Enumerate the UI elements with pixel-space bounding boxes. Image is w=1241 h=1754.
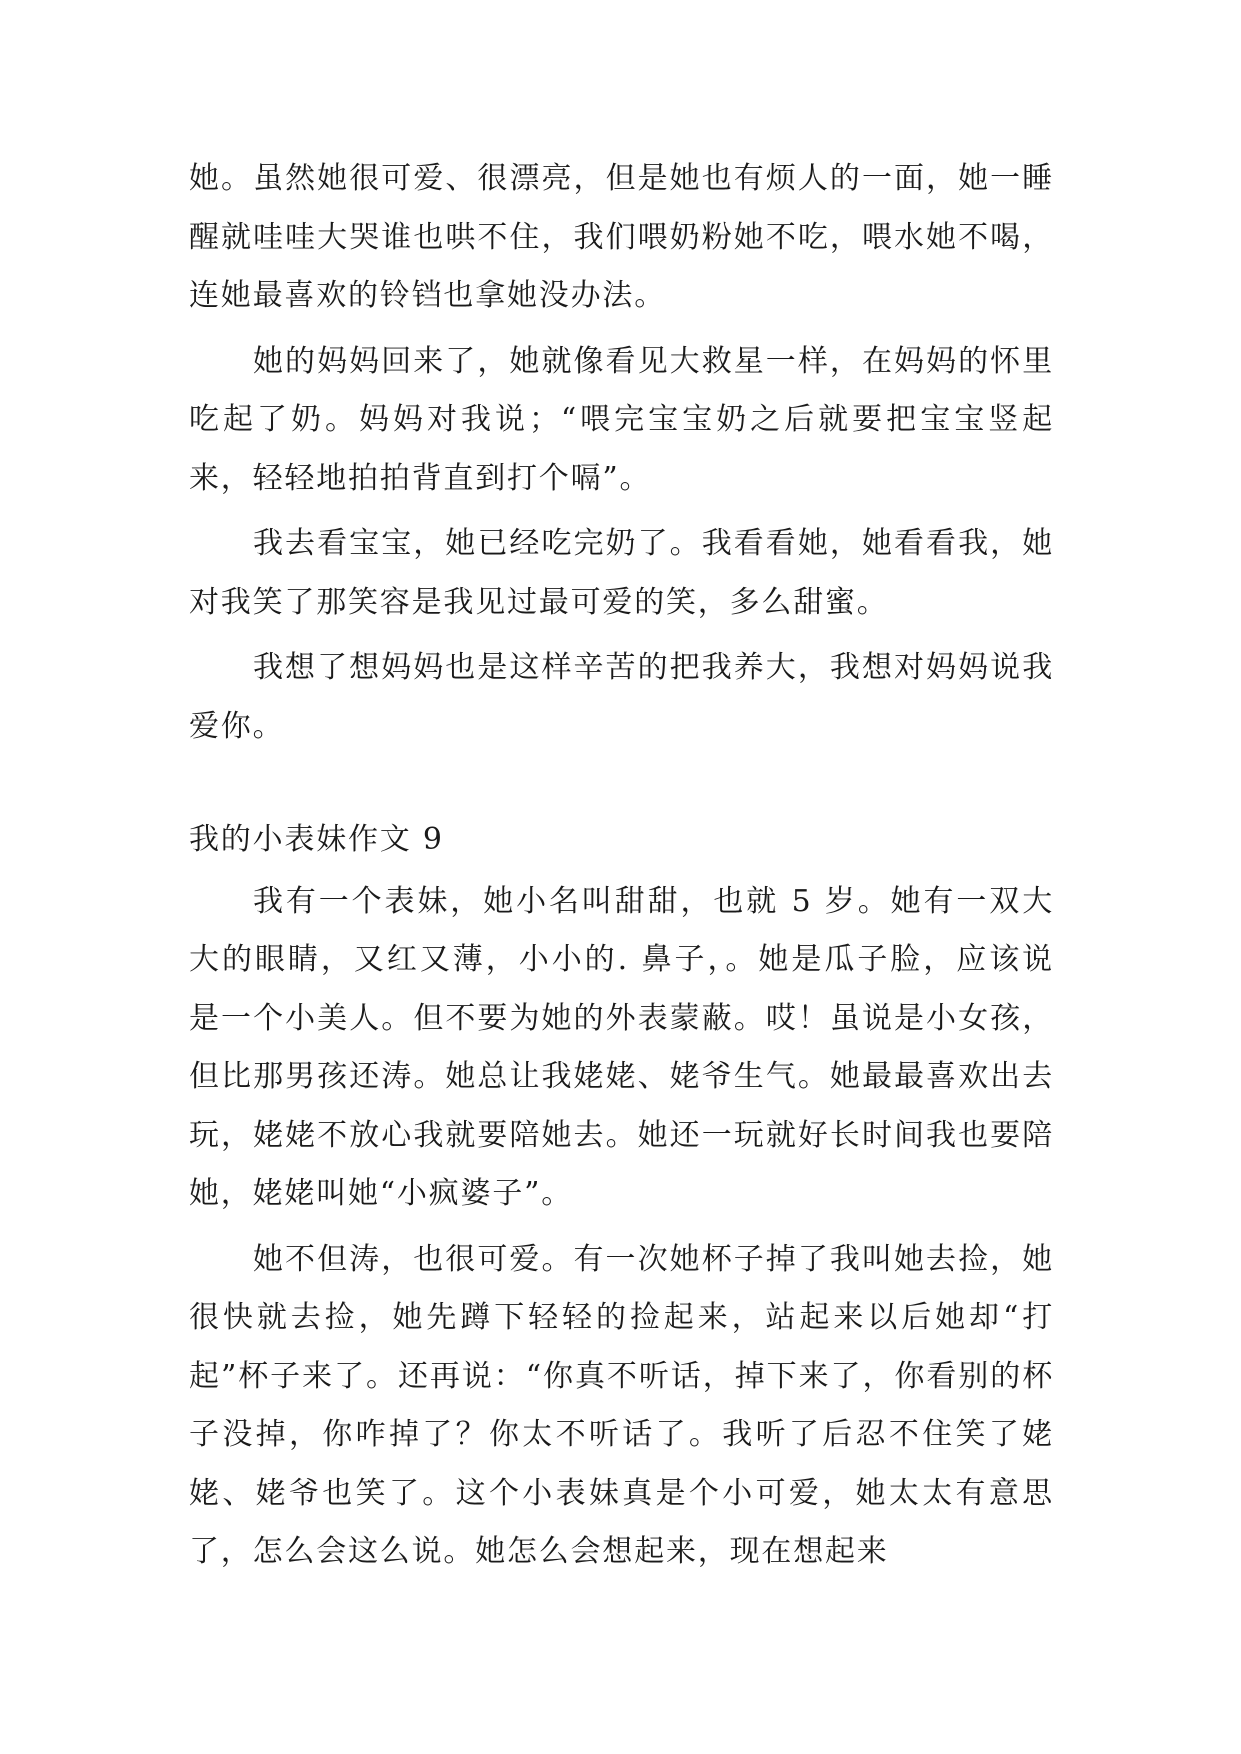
- paragraph: 我去看宝宝，她已经吃完奶了。我看看她，她看看我，她对我笑了那笑容是我见过最可爱的笑，多么甜蜜。: [189, 526, 1054, 620]
- paragraph-continuation: 她。虽然她很可爱、很漂亮，但是她也有烦人的一面，她一睡醒就哇哇大哭谁也哄不住，我们喂奶粉她不吃，喂水她不喝，连她最喜欢的铃铛也拿她没办法。: [189, 161, 1054, 313]
- essay-title: 我的小表妹作文 9: [189, 822, 444, 857]
- paragraph: 她的妈妈回来了，她就像看见大救星一样，在妈妈的怀里吃起了奶。妈妈对我说；“喂完宝宝奶之后就要把宝宝竖起来，轻轻地拍拍背直到打个嗝”。: [189, 343, 1054, 496]
- paragraph: 我想了想妈妈也是这样辛苦的把我养大，我想对妈妈说我爱你。: [189, 650, 1054, 744]
- paragraph: 她不但涛，也很可爱。有一次她杯子掉了我叫她去捡，她很快就去捡，她先蹲下轻轻的捡起来，站起来以后她却“打起”杯子来了。还再说：“你真不听话，掉下来了，你看别的杯子没掉，你咋掉了？你太不听话了。我听了后忍不住笑了姥姥、姥爷也笑了。这个小表妹真是个小可爱，她太太有意思了，怎么会这么说。她怎么会想起来，现在想起来: [189, 1241, 1054, 1569]
- document-page: [189, 150, 1054, 1582]
- paragraph: 我有一个表妹，她小名叫甜甜，也就 5 岁。她有一双大大的眼睛，又红又薄，小小的. 鼻子，。她是瓜子脸，应该说是一个小美人。但不要为她的外表蒙蔽。哎！虽说是小女孩，但比那男孩还涛。她总让我姥姥、姥爷生气。她最最喜欢出去玩，姥姥不放心我就要陪她去。她还一玩就好长时间我也要陪她，姥姥叫她“小疯婆子”。: [189, 883, 1054, 1211]
